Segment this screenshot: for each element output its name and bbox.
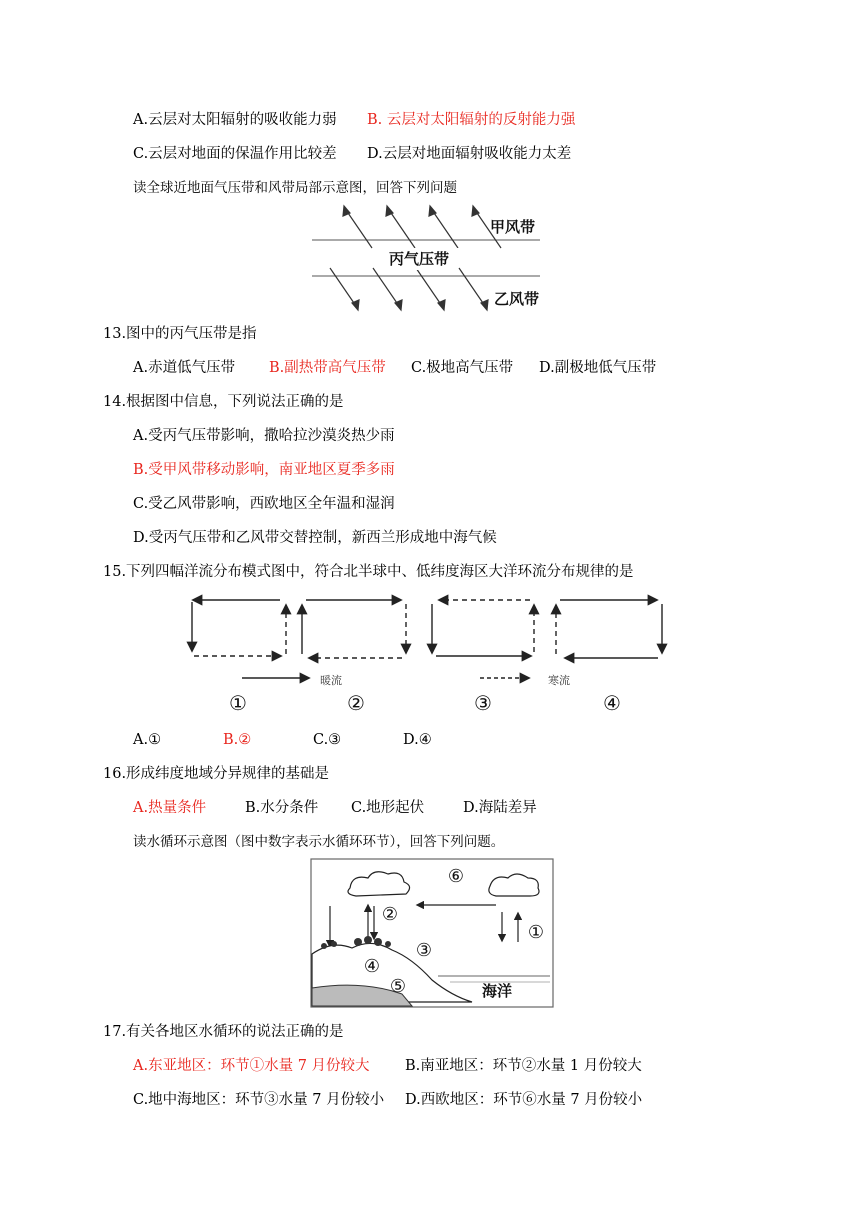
q17-option-d: D.西欧地区：环节⑥水量 7 月份较小	[405, 1092, 643, 1108]
legend-warm-current: 暖流	[320, 674, 342, 687]
ocean-current-models-figure	[180, 590, 680, 718]
q15-option-d: D.④	[403, 732, 432, 748]
q12-option-a: A.云层对太阳辐射的吸收能力弱	[133, 112, 337, 128]
model-label-2: ②	[347, 691, 365, 715]
water-cycle-figure	[310, 858, 554, 1008]
q13-option-c: C.极地高气压带	[411, 360, 514, 376]
q17-option-c: C.地中海地区：环节③水量 7 月份较小	[133, 1092, 385, 1108]
q16-option-a: A.热量条件	[133, 800, 207, 816]
model-label-3: ③	[474, 691, 492, 715]
q16-option-c: C.地形起伏	[351, 800, 425, 816]
q14-option-c: C.受乙风带影响，西欧地区全年温和湿润	[133, 496, 395, 512]
cycle-label-6: ⑥	[447, 866, 465, 887]
q16-option-b: B.水分条件	[245, 800, 319, 816]
q14-option-b: B.受甲风带移动影响，南亚地区夏季多雨	[133, 462, 395, 478]
model-label-4: ④	[603, 691, 621, 715]
cycle-label-5: ⑤	[389, 976, 407, 997]
q15-option-b: B.②	[223, 732, 252, 748]
q17-option-a: A.东亚地区：环节①水量 7 月份较大	[133, 1058, 370, 1074]
q14-stem: 14.根据图中信息，下列说法正确的是	[103, 394, 344, 410]
intro-water-cycle: 读水循环示意图（图中数字表示水循环环节），回答下列问题。	[133, 834, 505, 850]
q12-option-d: D.云层对地面辐射吸收能力太差	[367, 146, 572, 162]
q17-stem: 17.有关各地区水循环的说法正确的是	[103, 1024, 344, 1040]
q13-option-b: B.副热带高气压带	[269, 360, 386, 376]
q13-option-d: D.副极地低气压带	[539, 360, 657, 376]
cycle-label-2: ②	[381, 904, 399, 925]
pressure-wind-belt-figure	[300, 204, 550, 316]
q17-option-b: B.南亚地区：环节②水量 1 月份较大	[405, 1058, 642, 1074]
legend-cold-current: 寒流	[548, 674, 570, 687]
q15-stem: 15.下列四幅洋流分布模式图中，符合北半球中、低纬度海区大洋环流分布规律的是	[103, 564, 634, 580]
q12-option-c: C.云层对地面的保温作用比较差	[133, 146, 337, 162]
model-label-1: ①	[229, 691, 247, 715]
q15-option-a: A.①	[133, 732, 162, 748]
label-jia-wind-belt: 甲风带	[490, 218, 536, 236]
q13-option-a: A.赤道低气压带	[133, 360, 236, 376]
q16-option-d: D.海陆差异	[463, 800, 537, 816]
cycle-label-3: ③	[415, 940, 433, 961]
q14-option-d: D.受丙气压带和乙风带交替控制，新西兰形成地中海气候	[133, 530, 497, 546]
label-bing-pressure-belt: 丙气压带	[388, 250, 450, 268]
q12-option-b: B. 云层对太阳辐射的反射能力强	[367, 112, 576, 128]
q16-stem: 16.形成纬度地域分异规律的基础是	[103, 766, 330, 782]
q13-stem: 13.图中的丙气压带是指	[103, 326, 257, 342]
cycle-label-1: ①	[527, 922, 545, 943]
q15-option-c: C.③	[313, 732, 342, 748]
cycle-label-4: ④	[363, 956, 381, 977]
label-ocean: 海洋	[482, 982, 513, 1000]
label-yi-wind-belt: 乙风带	[494, 290, 540, 308]
intro-pressure-belts: 读全球近地面气压带和风带局部示意图，回答下列问题	[133, 180, 457, 196]
q14-option-a: A.受丙气压带影响，撒哈拉沙漠炎热少雨	[133, 428, 395, 444]
